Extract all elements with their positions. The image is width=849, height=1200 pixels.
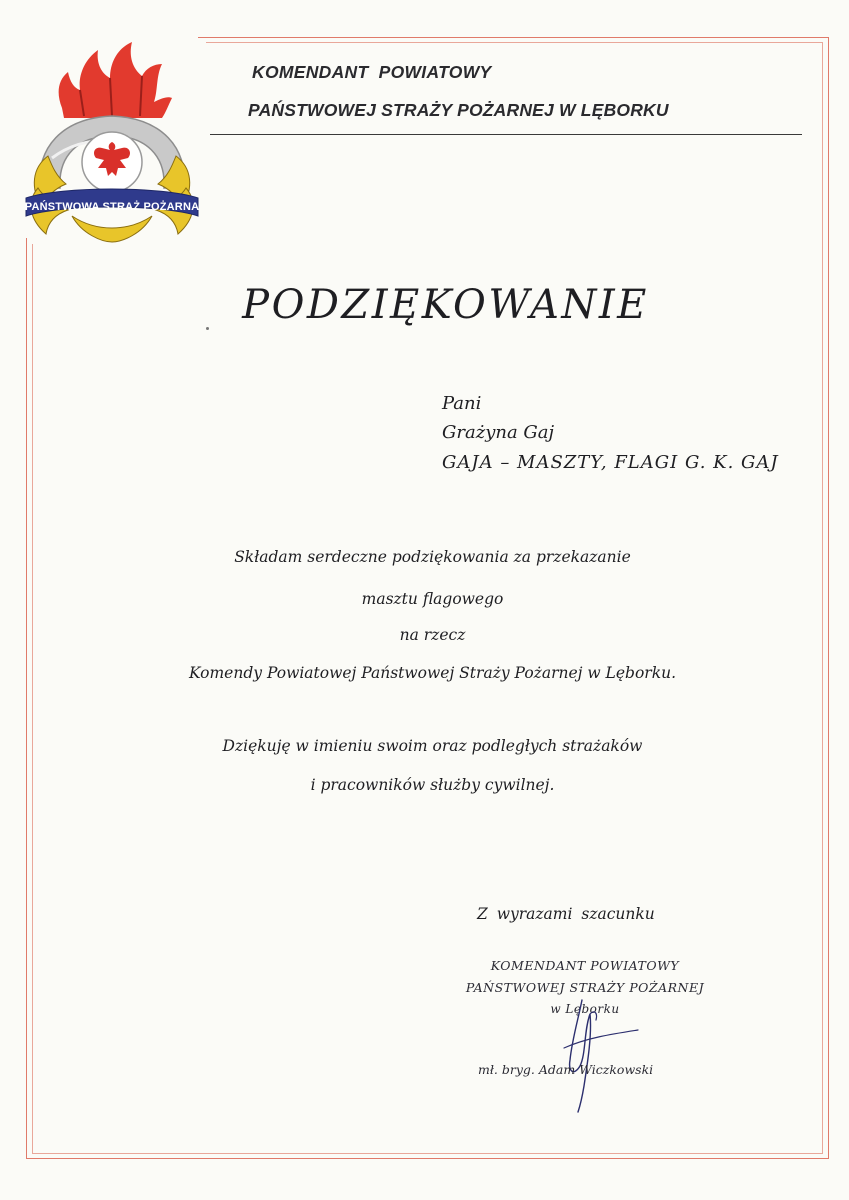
- signer-name: mł. bryg. Adam Wiczkowski: [478, 1062, 654, 1077]
- body-line-5: Dziękuję w imieniu swoim oraz podległych strażaków: [222, 737, 643, 755]
- stamp-line-2: PAŃSTWOWEJ STRAŻY POŻARNEJ: [465, 980, 705, 995]
- recipient-name: Grażyna Gaj: [442, 422, 555, 443]
- closing-phrase: Z wyrazami szacunku: [477, 905, 655, 923]
- body-line-3: na rzecz: [399, 626, 466, 644]
- document-title: PODZIĘKOWANIE: [242, 282, 649, 328]
- emblem-band-text: PAŃSTWOWA STRAŻ POŻARNA: [24, 201, 200, 213]
- body-line-2: masztu flagowego: [361, 590, 504, 608]
- body-line-6: i pracowników służby cywilnej.: [310, 776, 555, 794]
- header-line-2: PAŃSTWOWEJ STRAŻY POŻARNEJ W LĘBORKU: [248, 100, 669, 120]
- header-divider: [210, 134, 802, 135]
- handwritten-signature: [520, 990, 650, 1115]
- border-left: [26, 238, 27, 1158]
- border-top: [198, 37, 829, 38]
- fire-service-emblem-icon: [22, 38, 202, 243]
- header-line-1: KOMENDANT POWIATOWY: [252, 62, 492, 82]
- border-top-inner: [206, 42, 823, 43]
- stamp-line-3: w Lęborku: [550, 1002, 620, 1016]
- recipient-salutation: Pani: [442, 393, 482, 414]
- scan-speck: [206, 327, 209, 330]
- flame-icon: [59, 42, 172, 118]
- recipient-company: GAJA – MASZTY, FLAGI G. K. GAJ: [442, 452, 779, 473]
- body-line-4: Komendy Powiatowej Państwowej Straży Pożarnej w Lęborku.: [188, 664, 676, 682]
- body-line-1: Składam serdeczne podziękowania za przekazanie: [234, 548, 631, 566]
- border-bottom: [26, 1158, 829, 1159]
- border-bottom-inner: [32, 1153, 823, 1154]
- border-left-inner: [32, 244, 33, 1153]
- stamp-line-1: KOMENDANT POWIATOWY: [490, 958, 680, 973]
